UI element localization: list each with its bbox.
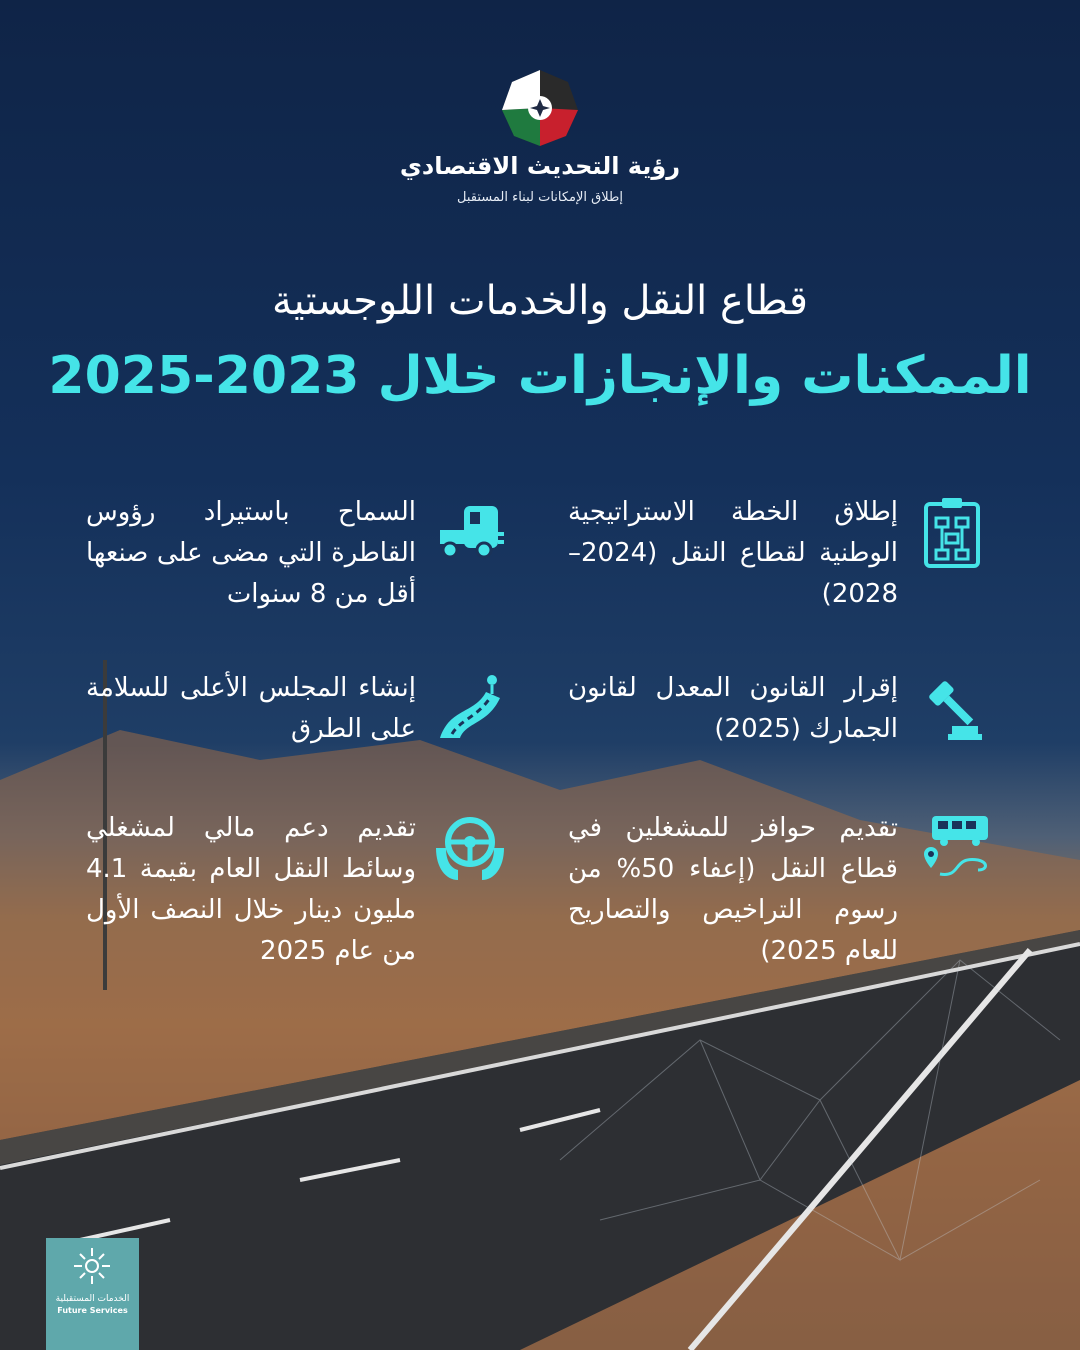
achievement-item: [568, 492, 992, 615]
future-services-badge: [46, 1238, 139, 1350]
future-services-logo: [46, 1238, 139, 1294]
achievement-item: [86, 808, 510, 972]
achievement-text: السماح باستيراد رؤوس القاطرة التي مضى على صنعها أقل من 8 سنوات: [86, 497, 416, 609]
achievement-text: إقرار القانون المعدل لقانون الجمارك (2025): [568, 673, 898, 744]
brand-tagline: إطلاق الإمكانات لبناء المستقبل: [457, 190, 623, 205]
gavel-icon: [912, 668, 992, 748]
future-services-arabic: الخدمات المستقبلية: [55, 1294, 130, 1304]
road-icon: [430, 668, 510, 748]
steering-wheel-hands-icon: [430, 808, 510, 888]
achievement-text: تقديم حوافز للمشغلين في قطاع النقل (إعفاء 50% من رسوم التراخيص والتصاريح للعام 2025): [568, 813, 898, 966]
heading-sector: قطاع النقل والخدمات اللوجستية: [272, 278, 808, 324]
achievement-text: إنشاء المجلس الأعلى للسلامة على الطرق: [86, 673, 416, 744]
vision-logo: [500, 68, 580, 148]
achievement-item: [86, 668, 510, 750]
brand-title: رؤية التحديث الاقتصادي: [399, 152, 681, 180]
future-services-english: Future Services: [57, 1306, 128, 1315]
clipboard-flowchart-icon: [912, 492, 992, 572]
achievement-text: إطلاق الخطة الاستراتيجية الوطنية لقطاع النقل (2024–2028): [568, 497, 898, 609]
heading-achievements: الممكنات والإنجازات خلال 2023-2025: [48, 346, 1032, 406]
achievement-text: تقديم دعم مالي لمشغلي وسائط النقل العام بقيمة 4.1 مليون دينار خلال النصف الأول من عام 2025: [86, 813, 416, 966]
bus-route-icon: [912, 808, 992, 888]
achievement-item: [86, 492, 510, 615]
achievement-item: [568, 808, 992, 972]
truck-icon: [430, 492, 510, 572]
achievement-item: [568, 668, 992, 750]
